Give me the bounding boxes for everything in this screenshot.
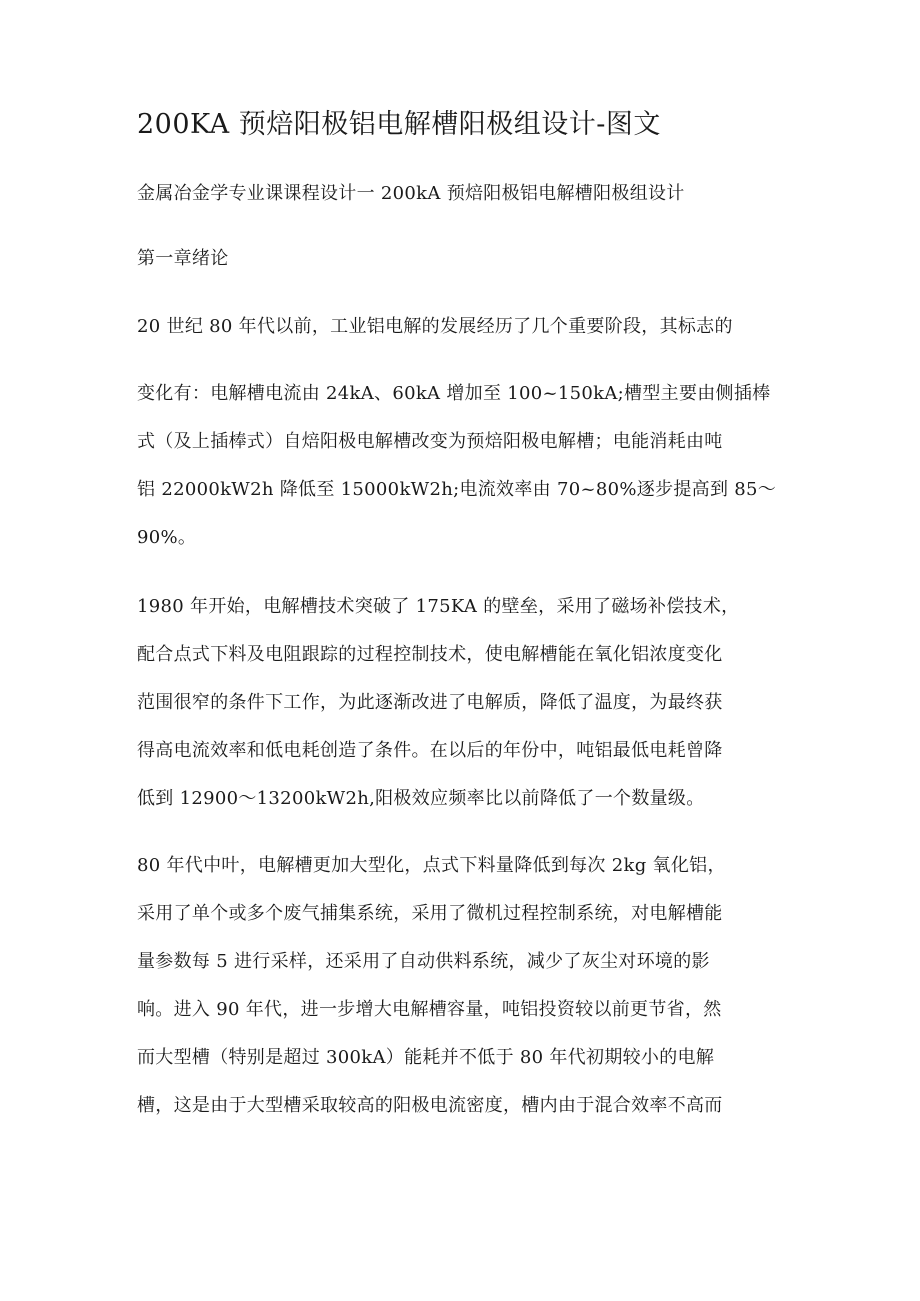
paragraph-line: 配合点式下料及电阻跟踪的过程控制技术，使电解槽能在氧化铝浓度变化 <box>137 644 723 665</box>
chapter-heading: 第一章绪论 <box>137 248 229 269</box>
paragraph-line: 铝 22000kW2h 降低至 15000kW2h;电流效率由 70~80%逐步提高到 85～ <box>137 479 777 500</box>
paragraph-line: 而大型槽（特别是超过 300kA）能耗并不低于 80 年代初期较小的电解 <box>137 1047 715 1068</box>
paragraph-line: 响。进入 90 年代，进一步增大电解槽容量，吨铝投资较以前更节省，然 <box>137 999 722 1020</box>
paragraph-line: 槽，这是由于大型槽采取较高的阳极电流密度，槽内由于混合效率不高而 <box>137 1095 723 1116</box>
paragraph-line: 采用了单个或多个废气捕集系统，采用了微机过程控制系统，对电解槽能 <box>137 903 723 924</box>
document-title: 200KA 预焙阳极铝电解槽阳极组设计-图文 <box>137 109 661 140</box>
paragraph-line: 80 年代中叶，电解槽更加大型化，点式下料量降低到每次 2kg 氧化铝， <box>137 855 726 876</box>
paragraph-line: 式（及上插棒式）自焙阳极电解槽改变为预焙阳极电解槽；电能消耗由吨 <box>137 431 723 452</box>
paragraph-line: 量参数每 5 进行采样，还采用了自动供料系统，减少了灰尘对环境的影 <box>137 951 710 972</box>
paragraph-line: 得高电流效率和低电耗创造了条件。在以后的年份中，吨铝最低电耗曾降 <box>137 740 723 761</box>
paragraph-line: 90%。 <box>137 527 197 548</box>
paragraph-line: 范围很窄的条件下工作，为此逐渐改进了电解质，降低了温度，为最终获 <box>137 692 723 713</box>
paragraph-line: 1980 年开始，电解槽技术突破了 175KA 的壁垒，采用了磁场补偿技术， <box>137 596 740 617</box>
paragraph-line: 低到 12900～13200kW2h,阳极效应频率比以前降低了一个数量级。 <box>137 788 705 809</box>
paragraph-line: 20 世纪 80 年代以前，工业铝电解的发展经历了几个重要阶段，其标志的 <box>137 316 733 337</box>
paragraph-line: 变化有：电解槽电流由 24kA、60kA 增加至 100~150kA;槽型主要由侧插棒 <box>137 383 771 404</box>
document-subtitle: 金属冶金学专业课课程设计一 200kA 预焙阳极铝电解槽阳极组设计 <box>137 183 685 204</box>
